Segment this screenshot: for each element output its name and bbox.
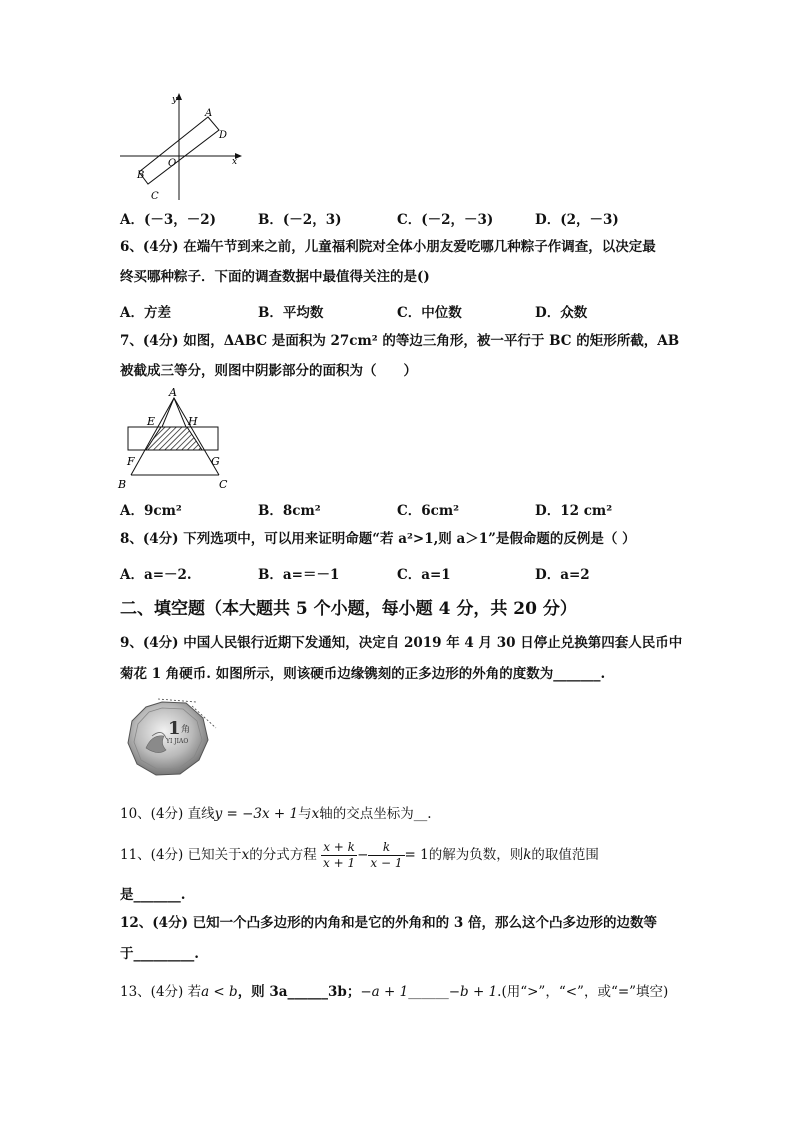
q10-prefix: 10、(4分) 直线	[120, 806, 215, 822]
q5-label-c: C	[151, 191, 159, 202]
q5-label-a: A	[205, 108, 213, 119]
q5-label-b: B	[137, 170, 145, 181]
q13-blank: ______	[408, 984, 449, 1000]
q11-mid2: 的解为负数，则	[428, 847, 524, 863]
q11-suffix: 的取值范围	[531, 847, 599, 863]
q5-axis-y: y	[172, 95, 178, 105]
q13-expr2: −b + 1	[448, 984, 498, 1000]
q7-option-c: C．6cm²	[397, 503, 460, 519]
q11-text	[120, 838, 599, 872]
q7-label-e: E	[147, 415, 156, 428]
q11-rhs: = 1	[404, 847, 429, 863]
q6-text-line1: 6、(4分) 在端午节到来之前，儿童福利院对全体小朋友爱吃哪几种粽子作调查，以决定最	[120, 239, 656, 255]
q11-mid: 的分式方程	[249, 847, 317, 863]
q7-option-b: B．8cm²	[258, 503, 321, 519]
q10-suffix: 轴的交点坐标为__.	[319, 806, 432, 822]
q10-equation: y = −3x + 1	[214, 806, 299, 822]
q5-figure	[115, 92, 245, 202]
q8-option-d: D．a=2	[535, 567, 590, 583]
q11-frac1-num: x + k	[321, 840, 357, 856]
coin-pinyin: YI JIAO	[166, 738, 189, 745]
q11-fraction-2	[368, 840, 404, 871]
q11-minus: −	[357, 847, 369, 863]
q11-text-line2: 是_______.	[120, 887, 186, 903]
q6-text-line2: 终买哪种粽子．下面的调查数据中最值得关注的是()	[120, 269, 430, 285]
q6-option-b: B．平均数	[258, 305, 324, 321]
q13-prefix: 13、(4分) 若	[120, 984, 202, 1000]
q11-prefix: 11、(4分) 已知关于	[120, 847, 242, 863]
q8-option-b: B．a=＝－1	[258, 567, 340, 583]
coin-image	[122, 698, 218, 780]
q7-text-line1: 7、(4分) 如图，ΔABC 是面积为 27cm² 的等边三角形，被一平行于 BC 的矩形所截，AB	[120, 333, 680, 349]
q8-text-line1: 8、(4分) 下列选项中，可以用来证明命题“若 a²>1,则 a＞1”是假命题的反例是（ ）	[120, 531, 636, 547]
q10-text	[120, 805, 432, 823]
q13-mid: ，则 3a______3b；	[237, 984, 361, 1000]
q7-label-a: A	[169, 386, 177, 399]
q7-label-f: F	[127, 455, 135, 468]
q7-label-c: C	[219, 478, 228, 491]
q5-option-d: D．(2，－3)	[535, 212, 619, 228]
q5-option-a: A．(－3，－2)	[120, 212, 217, 228]
q6-option-a: A．方差	[120, 305, 171, 321]
q5-label-d: D	[219, 130, 228, 141]
q9-text-line2: 菊花 1 角硬币. 如图所示，则该硬币边缘镌刻的正多边形的外角的度数为_______.	[120, 666, 606, 682]
q7-option-a: A．9cm²	[120, 503, 182, 519]
q12-text-line2: 于_________.	[120, 946, 199, 962]
q9-text-line1: 9、(4分) 中国人民银行近期下发通知，决定自 2019 年 4 月 30 日停止兑换第四套人民币中	[120, 635, 683, 651]
section-heading: 二、填空题（本大题共 5 个小题，每小题 4 分，共 20 分）	[120, 599, 577, 619]
q8-option-a: A．a=－2.	[120, 567, 192, 583]
q13-suffix: .(用“>”，“<”，或“=”填空)	[497, 984, 669, 1000]
q7-label-h: H	[188, 415, 198, 428]
q11-frac2-den: x − 1	[370, 856, 403, 870]
q13-text	[120, 983, 668, 1001]
q12-text-line1: 12、(4分) 已知一个凸多边形的内角和是它的外角和的 3 倍，那么这个凸多边形的边数等	[120, 915, 657, 931]
q11-frac2-num: k	[368, 840, 404, 856]
q6-option-d: D．众数	[535, 305, 588, 321]
q10-var: x	[311, 806, 320, 822]
q6-option-c: C．中位数	[397, 305, 462, 321]
q7-figure	[115, 386, 245, 494]
q11-fraction-1	[321, 840, 357, 871]
q7-option-d: D．12 cm²	[535, 503, 613, 519]
q11-frac1-den: x + 1	[323, 856, 356, 870]
q8-option-c: C．a=1	[397, 567, 451, 583]
coin-digit: 1	[168, 718, 181, 739]
q5-axis-x: x	[232, 157, 238, 167]
q7-label-g: G	[211, 455, 220, 468]
q11-var: x	[241, 847, 250, 863]
q11-var2: k	[523, 847, 532, 863]
q5-option-b: B．(－2，3)	[258, 212, 342, 228]
coin-char: 角	[181, 725, 191, 735]
q13-cond: a < b	[201, 984, 238, 1000]
q10-mid: 与	[298, 806, 312, 822]
q5-option-c: C．(－2，－3)	[397, 212, 494, 228]
q13-expr1: −a + 1	[360, 984, 409, 1000]
q7-text-line2: 被截成三等分，则图中阴影部分的面积为（ ）	[120, 363, 417, 379]
q5-label-o: O	[168, 158, 177, 169]
q7-label-b: B	[118, 478, 127, 491]
